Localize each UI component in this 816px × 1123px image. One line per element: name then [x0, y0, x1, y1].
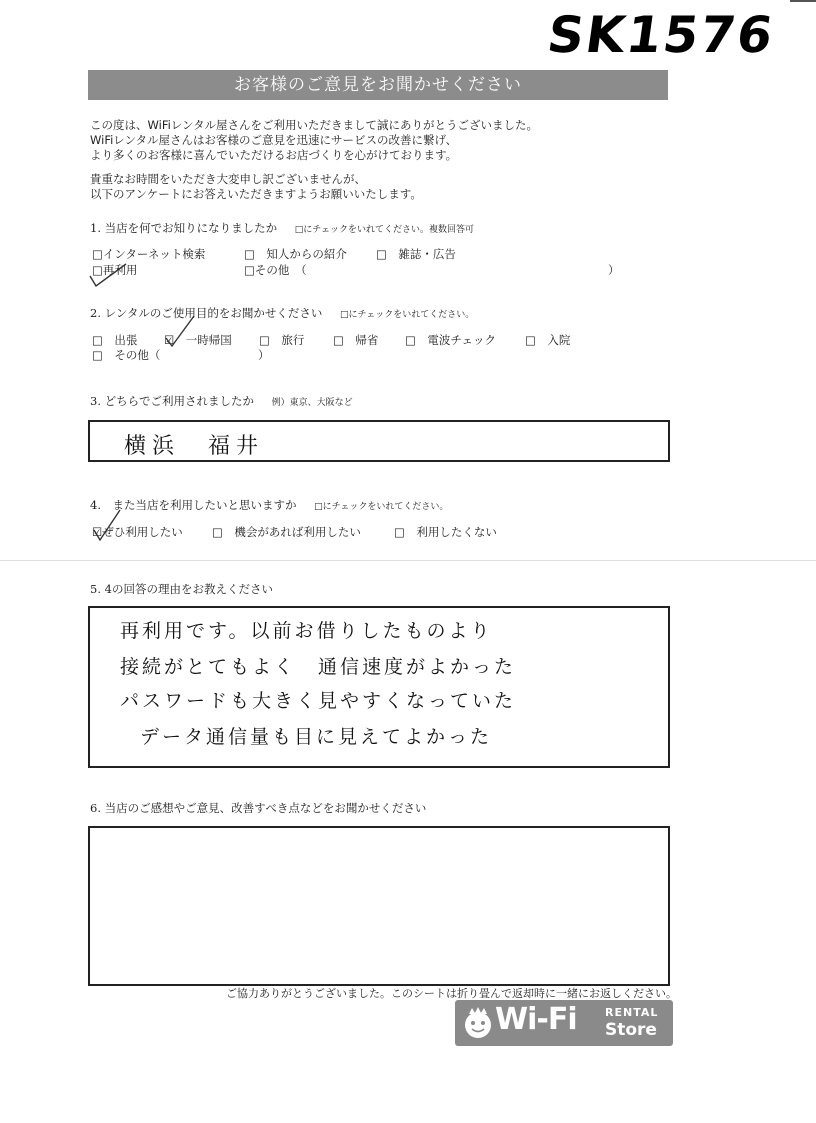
question-6-label: 6. 当店のご感想やご意見、改善すべき点などをお聞かせください — [90, 801, 427, 815]
corner-mark — [790, 0, 816, 2]
logo-rental-text: RENTAL — [605, 1006, 659, 1019]
question-3-note: 例）東京、大阪など — [271, 398, 353, 408]
banner-title: お客様のご意見をお聞かせください — [88, 70, 668, 100]
question-2-label: 2. レンタルのご使用目的をお聞かせください — [90, 306, 323, 320]
intro-line-1: この度は、WiFiレンタル屋さんをご利用いただきまして誠にありがとうございました。 — [90, 118, 539, 132]
question-1-label: 1. 当店を何でお知りになりましたか — [90, 221, 278, 235]
footer-note: ご協力ありがとうございました。このシートは折り畳んで返却時に一緒にお返しください。 — [226, 987, 677, 1000]
question-3-label: 3. どちらでご利用されましたか — [90, 394, 255, 408]
q2-option-hospital[interactable]: □ 入院 — [525, 333, 571, 347]
q2-option-business[interactable]: □ 出張 — [92, 333, 138, 347]
q1-option-other-close: ） — [608, 263, 620, 277]
question-1 — [90, 220, 474, 236]
q1-option-referral[interactable]: □ 知人からの紹介 — [244, 247, 347, 261]
q2-option-other-close: ） — [258, 348, 270, 362]
question-6 — [90, 800, 426, 816]
fold-line — [0, 560, 816, 561]
intro-line-2: WiFiレンタル屋さんはお客様のご意見を迅速にサービスの改善に繋げ、 — [90, 133, 458, 147]
q1-option-reuse[interactable]: □再利用 — [92, 263, 138, 277]
question-1-note: □にチェックをいれてください。複数回答可 — [294, 225, 475, 235]
question-4-label: 4. また当店を利用したいと思いますか — [90, 498, 297, 512]
question-2-note: □にチェックをいれてください。 — [340, 310, 475, 320]
intro-line-3: より多くのお客様に喜んでいただけるお店づくりを心がけております。 — [90, 148, 458, 162]
q1-option-internet[interactable]: □インターネット検索 — [92, 247, 206, 261]
q2-option-signal-check[interactable]: □ 電波チェック — [405, 333, 497, 347]
q1-option-magazine[interactable]: □ 雑誌・広告 — [376, 247, 456, 261]
answer-3-text: 横浜 福井 — [124, 434, 265, 459]
answer-6-box[interactable] — [88, 826, 670, 986]
question-2 — [90, 305, 474, 321]
q2-check-stroke — [160, 312, 200, 348]
q2-option-visit-home[interactable]: □ 帰省 — [333, 333, 379, 347]
mascot-icon — [461, 1006, 495, 1040]
q4-option-definitely[interactable]: ☑ぜひ利用したい — [92, 525, 183, 539]
answer-5-line-3: パスワードも大きく見やすくなっていた — [120, 690, 517, 712]
logo-store-text: Store — [605, 1020, 657, 1040]
q1-option-other[interactable]: □その他 （ — [244, 263, 307, 277]
intro-line-5: 以下のアンケートにお答えいただきますようお願いいたします。 — [90, 187, 422, 201]
question-4 — [90, 497, 448, 513]
question-5 — [90, 581, 273, 597]
intro-line-4: 貴重なお時間をいただき大変申し訳ございませんが、 — [90, 172, 366, 186]
answer-5-line-4: データ通信量も目に見えてよかった — [140, 726, 493, 748]
answer-3-box[interactable] — [88, 420, 670, 462]
q1-check-stroke — [86, 262, 206, 290]
q2-option-other[interactable]: □ その他（ — [92, 348, 161, 362]
serial-number: SK1576 — [543, 6, 778, 64]
q2-option-homecoming[interactable]: ☑ 一時帰国 — [164, 333, 232, 347]
q4-option-no[interactable]: □ 利用したくない — [394, 525, 497, 539]
wifi-store-logo — [455, 1000, 673, 1046]
question-4-note: □にチェックをいれてください。 — [314, 502, 449, 512]
answer-5-box[interactable] — [88, 606, 670, 768]
q4-option-maybe[interactable]: □ 機会があれば利用したい — [212, 525, 361, 539]
question-5-label: 5. 4の回答の理由をお教えください — [90, 582, 273, 596]
logo-wifi-text: Wi-Fi — [495, 1002, 577, 1037]
q4-check-stroke — [90, 508, 130, 544]
question-3 — [90, 393, 353, 409]
answer-5-line-2: 接続がとてもよく 通信速度がよかった — [120, 656, 517, 678]
q2-option-travel[interactable]: □ 旅行 — [259, 333, 305, 347]
answer-5-line-1: 再利用です。以前お借りしたものより — [120, 620, 493, 642]
